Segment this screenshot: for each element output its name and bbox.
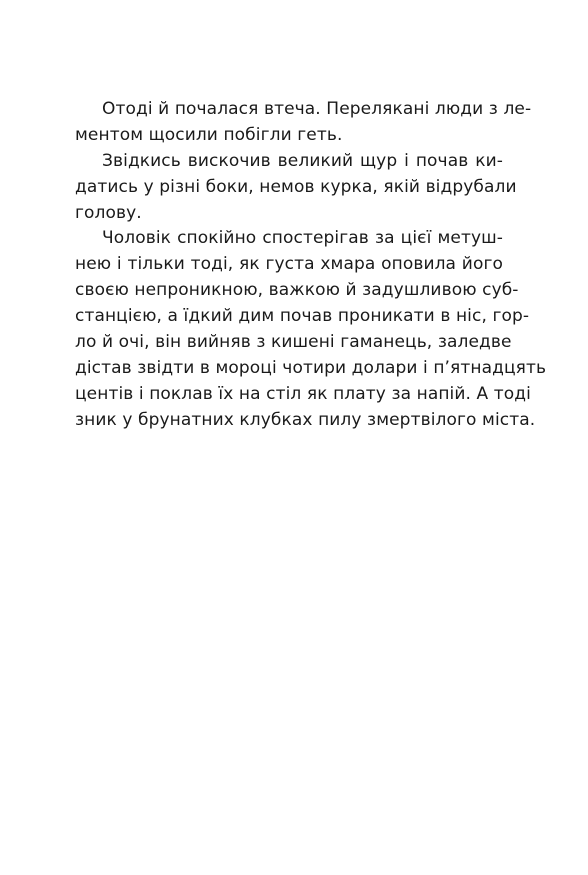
paragraph-1 [75, 97, 532, 149]
text-line: ло й очі, він вийняв з кишені гаманець, заледве [75, 332, 512, 353]
text-line: нею і тільки тоді, як густа хмара оповила його [75, 254, 503, 275]
text-line: зник у брунатних клубках пилу змертвілого міста. [75, 409, 536, 430]
body-text [75, 97, 547, 434]
text-line: станцією, а їдкий дим почав проникати в ніс, гор- [75, 306, 530, 327]
text-line: Чоловік спокійно спостерігав за цієї метуш- [102, 228, 503, 249]
text-line: датись у різні боки, немов курка, якій відрубали [75, 176, 517, 197]
paragraph-2 [75, 149, 517, 227]
text-line: Звідкись вискочив великий щур і почав ки- [102, 150, 503, 171]
text-line: своєю непроникною, важкою й задушливою суб- [75, 280, 519, 301]
text-line: ментом щосили побігли геть. [75, 124, 343, 145]
paragraph-3 [75, 226, 547, 433]
text-line: голову. [75, 202, 142, 223]
text-line: Отоді й почалася втеча. Перелякані люди з ле- [102, 99, 532, 119]
text-line: дістав звідти в мороці чотири долари і п’ятнадцять [75, 357, 547, 378]
text-line: центів і поклав їх на стіл як плату за напій. А тоді [75, 383, 531, 404]
